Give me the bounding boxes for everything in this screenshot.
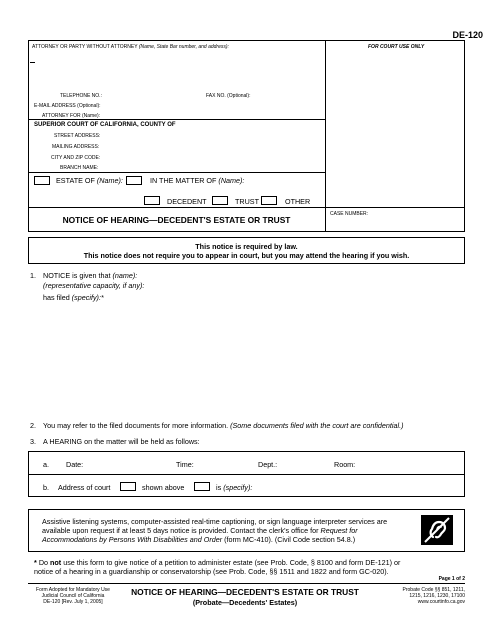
notice-line-1: This notice is required by law. [195,242,298,251]
footer-codes: Probate Code §§ 851, 1211, 1215, 1216, 1230, 17100 www.courtinfo.ca.gov [402,587,465,605]
estate-of-label: ESTATE OF (Name): [56,176,123,185]
hearing-room-field[interactable] [358,460,458,469]
address-of-court-label: Address of court [58,483,111,492]
caption-divider [325,40,326,232]
item2-text: You may refer to the filed documents for more information. (Some documents filed with the court are confidential.) [43,421,404,430]
estate-of-checkbox[interactable] [34,176,50,185]
street-field[interactable] [104,131,322,140]
hearing-assistance-icon [421,515,453,545]
hearing-rule [28,474,465,475]
decedent-checkbox[interactable] [144,196,160,205]
in-matter-of-label: IN THE MATTER OF (Name): [150,176,245,185]
court-use-label: FOR COURT USE ONLY [368,44,425,50]
hearing-date-label: Date: [66,460,84,469]
branch-field[interactable] [104,163,322,172]
footnote-line-1: * Do not use this form to give notice of a petition to administer estate (see Prob. Code, § 8100 and form DE-121) or [34,558,401,567]
court-heading: SUPERIOR COURT OF CALIFORNIA, COUNTY OF [34,122,176,128]
caption-rule-2 [28,172,325,173]
fax-field[interactable] [256,91,322,100]
telephone-label: TELEPHONE NO.: [60,93,102,99]
street-label: STREET ADDRESS: [54,133,101,139]
is-specify-label: is (specify): [216,483,253,492]
trust-label: TRUST [235,197,259,206]
fax-label: FAX NO. (Optional): [206,93,251,99]
trust-checkbox[interactable] [212,196,228,205]
hearing-time-label: Time: [176,460,194,469]
item1-filed-field[interactable] [110,293,458,302]
hearing-dept-label: Dept.: [258,460,278,469]
decedent-label: DECEDENT [167,197,207,206]
footer-title: NOTICE OF HEARING—DECEDENT'S ESTATE OR TRUST [131,587,359,597]
other-label: OTHER [285,197,311,206]
assistive-line-2: available upon request if at least 5 days notice is provided. Contact the clerk's office for Request for [42,526,358,535]
item1-capacity: (representative capacity, if any): [43,281,145,290]
case-number-label: CASE NUMBER: [330,211,369,217]
email-field[interactable] [104,101,322,110]
assistive-line-1: Assistive listening systems, computer-assisted real-time captioning, or sign language interpreter services are [42,517,388,526]
attorney-mark [30,62,35,63]
assistive-line-3: Accommodations by Persons With Disabilities and Order (form MC-410). (Civil Code section 54.8.) [42,535,356,544]
item1-number: 1. [30,271,36,280]
attorney-label: ATTORNEY OR PARTY WITHOUT ATTORNEY (Name, State Bar number, and address): [32,44,229,50]
mailing-label: MAILING ADDRESS: [52,144,100,150]
case-number-field[interactable] [330,219,460,228]
court-address-field[interactable] [256,483,458,492]
item1-capacity-field[interactable] [150,281,458,290]
form-title: NOTICE OF HEARING—DECEDENT'S ESTATE OR TRUST [62,215,291,225]
shown-above-label: shown above [142,483,185,492]
item3-text: A HEARING on the matter will be held as follows: [43,437,200,446]
attorney-for-label: ATTORNEY FOR (Name): [42,113,101,119]
notice-line-2: This notice does not require you to appear in court, but you may attend the hearing if you wish. [83,251,410,260]
item1-filed: has filed (specify):* [43,293,104,302]
hearing-time-field[interactable] [198,460,254,469]
telephone-field[interactable] [104,91,200,100]
county-field[interactable] [196,121,322,130]
item2-number: 2. [30,421,36,430]
city-label: CITY AND ZIP CODE: [51,155,101,161]
branch-label: BRANCH NAME: [60,165,99,171]
attorney-name-field[interactable] [40,54,320,63]
footer-subtitle: (Probate—Decedents' Estates) [192,598,298,607]
is-specify-checkbox[interactable] [194,482,210,491]
other-checkbox[interactable] [261,196,277,205]
hearing-room-label: Room: [334,460,356,469]
hearing-b: b. [43,483,49,492]
hearing-a: a. [43,460,49,469]
footer-rule [28,583,465,584]
item1-text: NOTICE is given that (name): [43,271,138,280]
item1-name-field[interactable] [148,271,458,280]
footnote-line-2: notice of a hearing in a guardianship or conservatorship (see Prob. Code, §§ 1511 and 1822 and form GC-020). [34,567,389,576]
in-matter-of-checkbox[interactable] [126,176,142,185]
caption-rule-3 [28,207,465,208]
shown-above-checkbox[interactable] [120,482,136,491]
item3-number: 3. [30,437,36,446]
hearing-dept-field[interactable] [280,460,330,469]
email-label: E-MAIL ADDRESS (Optional): [34,103,101,109]
page-number: Page 1 of 2 [438,576,465,582]
form-number: DE-120 [452,30,483,40]
city-field[interactable] [104,153,322,162]
mailing-field[interactable] [104,142,322,151]
hearing-date-field[interactable] [90,460,170,469]
caption-rule-1 [28,119,325,120]
footer-adopted: Form Adopted for Mandatory Use Judicial Council of California DE-120 [Rev. July 1, 2005] [36,587,110,605]
